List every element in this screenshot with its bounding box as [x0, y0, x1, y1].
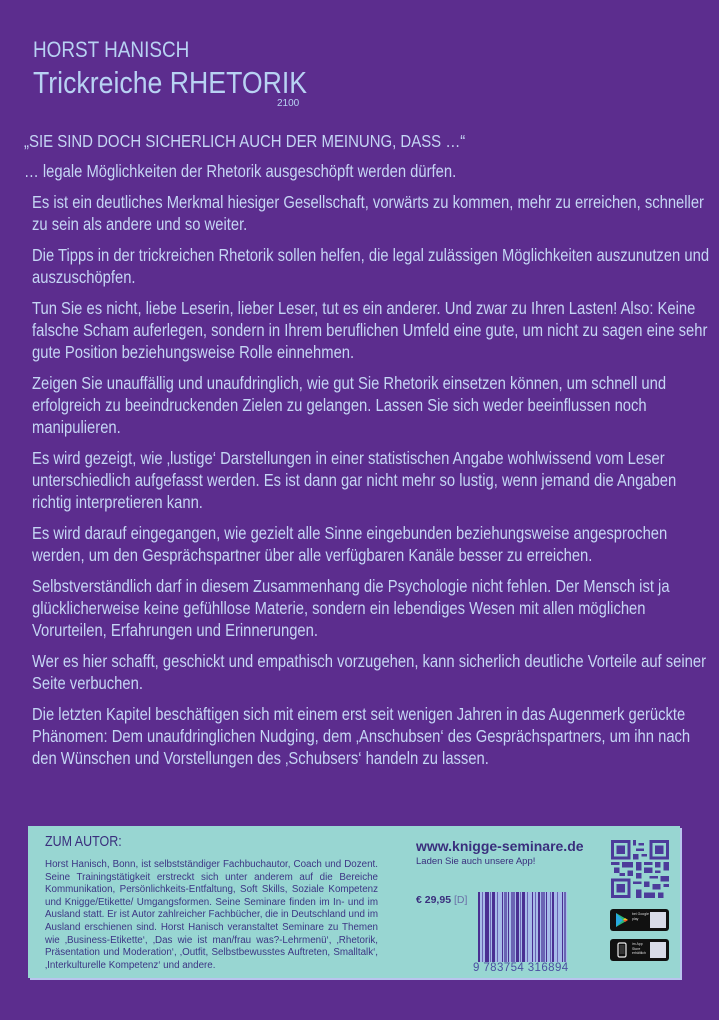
app-note: Laden Sie auch unsere App! — [416, 856, 536, 867]
qr-code-icon[interactable] — [611, 840, 669, 898]
app-store-badge[interactable] — [610, 939, 669, 961]
google-play-label: bei Google play — [632, 912, 649, 921]
blurb-paragraph: Es wird darauf eingegangen, wie gezielt alle Sinne eingebunden beziehungsweise angesprochen werden, um den Gesprächspartner über alle verfügbaren Kanäle besser zu erreichen. — [32, 523, 668, 565]
blurb-paragraph: … legale Möglichkeiten der Rhetorik ausgeschöpft werden dürfen. — [24, 161, 457, 181]
blurb-headline: „SIE SIND DOCH SICHERLICH AUCH DER MEINUNG, DASS …“ — [24, 131, 466, 151]
blurb-paragraph: Tun Sie es nicht, liebe Leserin, lieber Leser, tut es ein anderer. Und zwar zu Ihren Lasten! Also: Keine falsche Scham auferlegen, sondern in Ihrem beruflichen Umfeld eine gute, um nicht zu sagen eine sehr gute Position beziehungsweise Rolle einnehmen. — [32, 298, 708, 362]
google-play-icon — [614, 912, 630, 928]
blurb-paragraph: Es wird gezeigt, wie ‚lustige‘ Darstellungen in einer statistischen Angabe wohlwissend vom Leser unterschiedlich aufgefasst werden. Es ist dann gar nicht mehr so lustig, wenn jemand die Angaben richtig interpretieren kann. — [32, 448, 677, 512]
blurb-paragraph: Selbstverständlich darf in diesem Zusammenhang die Psychologie nicht fehlen. Der Mensch ist ja glücklicherweise keine gefühllose Materie, sondern ein lebendiges Wesen mit allen möglichen Vorurteilen, Erfahrungen und Erinnerungen. — [32, 576, 670, 640]
badge-qr-icon — [650, 942, 666, 958]
app-store-icon — [614, 942, 630, 958]
blurb-text — [26, 130, 719, 778]
about-author-title: ZUM AUTOR: — [45, 834, 122, 850]
website-link[interactable]: www.knigge-seminare.de — [416, 838, 584, 854]
blurb-paragraph: Die Tipps in der trickreichen Rhetorik sollen helfen, die legal zulässigen Möglichkeiten auszunutzen und auszuschöpfen. — [32, 245, 710, 287]
country-code: [D] — [453, 894, 468, 906]
google-play-badge[interactable] — [610, 909, 669, 931]
book-title: Trickreiche RHETORIK — [33, 65, 308, 100]
blurb-paragraph: Die letzten Kapitel beschäftigen sich mit einem erst seit wenigen Jahren in das Augenmerk gerückte Phänomen: Dem unaufdringlichen Nudging, dem ‚Anschubsen‘ des Gesprächspartners, um ihn nach den Wünschen und Vorstellungen des ‚Schubsers‘ handeln zu lassen. — [32, 704, 691, 768]
isbn-barcode — [478, 892, 568, 962]
price — [416, 894, 467, 906]
blurb-paragraph: Zeigen Sie unauffällig und unaufdringlich, wie gut Sie Rhetorik einsetzen können, um schnell und erfolgreich zu beeindruckenden Zielen zu gelangen. Lassen Sie sich weder beeinflussen noch manipulieren. — [32, 373, 667, 437]
badge-qr-icon — [650, 912, 666, 928]
info-panel — [28, 826, 680, 978]
blurb-paragraph: Es ist ein deutliches Merkmal hiesiger Gesellschaft, vorwärts zu kommen, mehr zu erreichen, schneller zu sein als andere und so weiter. — [32, 192, 704, 234]
blurb-paragraph: Wer es hier schafft, geschickt und empathisch vorzugehen, kann sicherlich deutliche Vorteile auf seiner Seite verbuchen. — [32, 651, 707, 693]
app-store-label: im App Store erhältlich — [632, 942, 647, 955]
about-author-text: Horst Hanisch, Bonn, ist selbstständiger Fachbuchautor, Coach und Dozent. Seine Trainingstätigkeit erstreckt sich unter anderem auf die Bereiche Kommunikation, Persönlichkeits-Entfaltung, Soft Skills, Soziale Kompetenz und Knigge/Etikette/ Umgangsformen. Seine Seminare finden im In- und im Ausland statt. Er ist Autor zahlreicher Fachbücher, die in Deutschland und im Ausland erschienen sind. Horst Hanisch veranstaltet Seminare zu Themen wie ‚Business-Etikette‘, ‚Das wie ist man/frau was?-Lehrmenü‘, ‚Rhetorik, Präsentation und Moderation‘, ‚Outfit, Selbstbewusstes Auftreten, Smalltalk‘, ‚Interkulturelle Kompetenz‘ und andere. — [45, 859, 378, 971]
isbn-digits: 9 783754 316894 — [473, 962, 569, 974]
author-name: HORST HANISCH — [33, 37, 190, 62]
edition-number: 2100 — [277, 98, 300, 109]
price-value: € 29,95 — [416, 894, 452, 906]
